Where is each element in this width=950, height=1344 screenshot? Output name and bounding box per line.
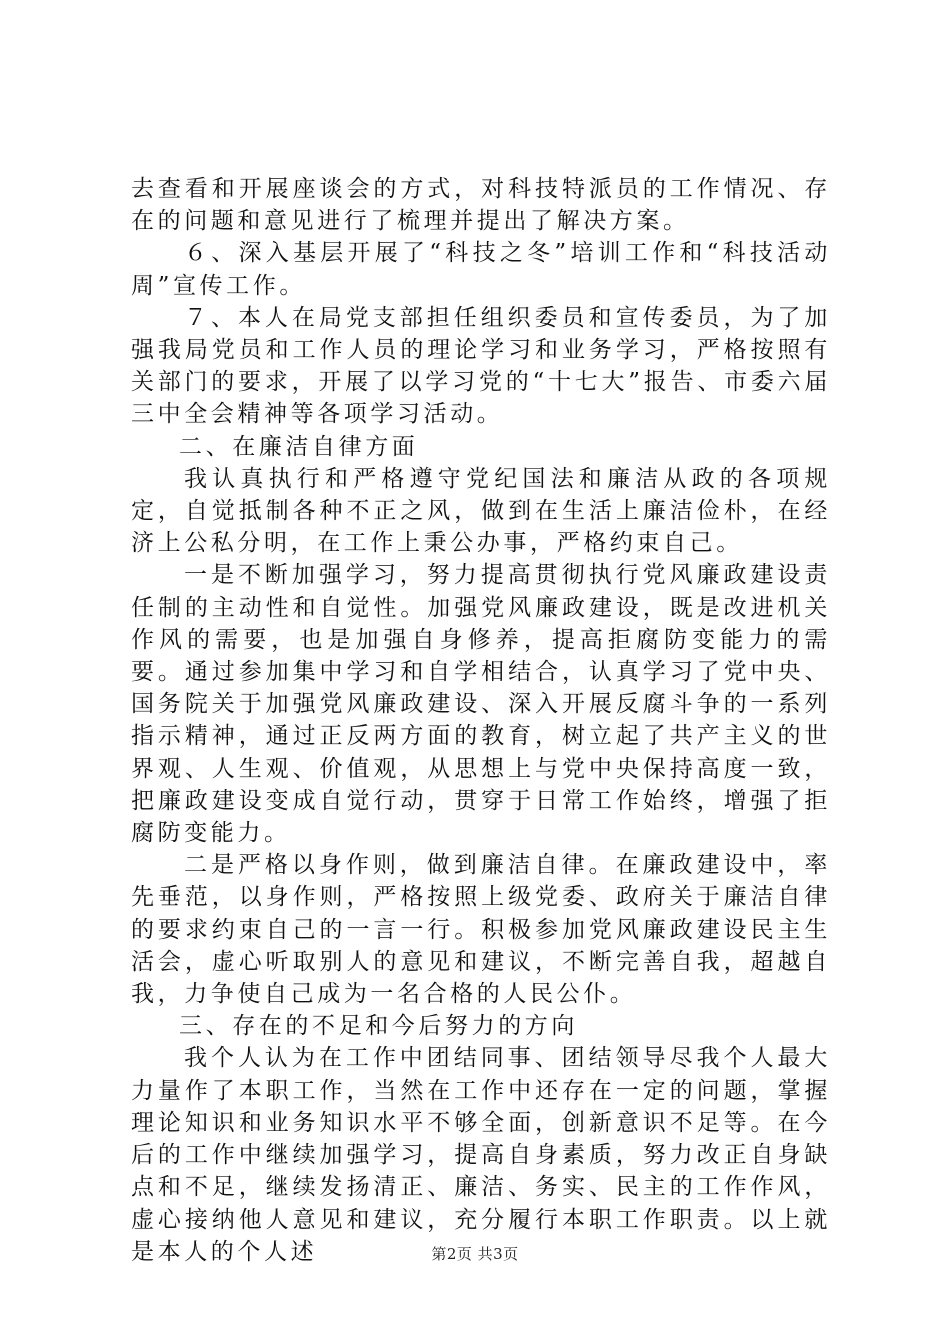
paragraph-continuation: 去查看和开展座谈会的方式，对科技特派员的工作情况、存在的问题和意见进行了梳理并提出了解决方案。 xyxy=(131,176,831,235)
section-heading-integrity: 二、在廉洁自律方面 xyxy=(179,433,419,460)
paragraph-shortcomings: 我个人认为在工作中团结同事、团结领导尽我个人最大力量作了本职工作，当然在工作中还存在一定的问题，掌握理论知识和业务知识水平不够全面，创新意识不足等。在今后的工作中继续加强学习，提高自身素质，努力改正自身缺点和不足，继续发扬清正、廉洁、务实、民主的工作作风，虚心接纳他人意见和建议，充分履行本职工作职责。以上就是本人的个人述 xyxy=(131,1045,831,1265)
paragraph-item-6: ６、深入基层开展了“科技之冬”培训工作和“科技活动周”宣传工作。 xyxy=(131,240,831,299)
paragraph-integrity-point-1: 一是不断加强学习，努力提高贯彻执行党风廉政建设责任制的主动性和自觉性。加强党风廉政建设，既是改进机关作风的需要，也是加强自身修养，提高拒腐防变能力的需要。通过参加集中学习和自学相结合，认真学习了党中央、国务院关于加强党风廉政建设、深入开展反腐斗争的一系列指示精神，通过正反两方面的教育，树立起了共产主义的世界观、人生观、价值观，从思想上与党中央保持高度一致，把廉政建设变成自觉行动，贯穿于日常工作始终，增强了拒腐防变能力。 xyxy=(131,562,831,847)
paragraph-integrity-intro: 我认真执行和严格遵守党纪国法和廉洁从政的各项规定，自觉抵制各种不正之风，做到在生活上廉洁俭朴，在经济上公私分明，在工作上秉公办事，严格约束自己。 xyxy=(131,465,831,557)
paragraph-item-7: ７、本人在局党支部担任组织委员和宣传委员，为了加强我局党员和工作人员的理论学习和业务学习，严格按照有关部门的要求，开展了以学习党的“十七大”报告、市委六届三中全会精神等各项学习活动。 xyxy=(131,304,831,428)
section-heading-shortcomings: 三、存在的不足和今后努力的方向 xyxy=(179,1013,578,1040)
paragraph-integrity-point-2: 二是严格以身作则，做到廉洁自律。在廉政建设中，率先垂范，以身作则，严格按照上级党委、政府关于廉洁自律的要求约束自己的一言一行。积极参加党风廉政建设民主生活会，虚心听取别人的意见和建议，不断完善自我，超越自我，力争使自己成为一名合格的人民公仆。 xyxy=(131,852,831,1008)
page-footer: 第2页 共3页 xyxy=(431,1245,519,1263)
document-body xyxy=(131,173,831,1268)
